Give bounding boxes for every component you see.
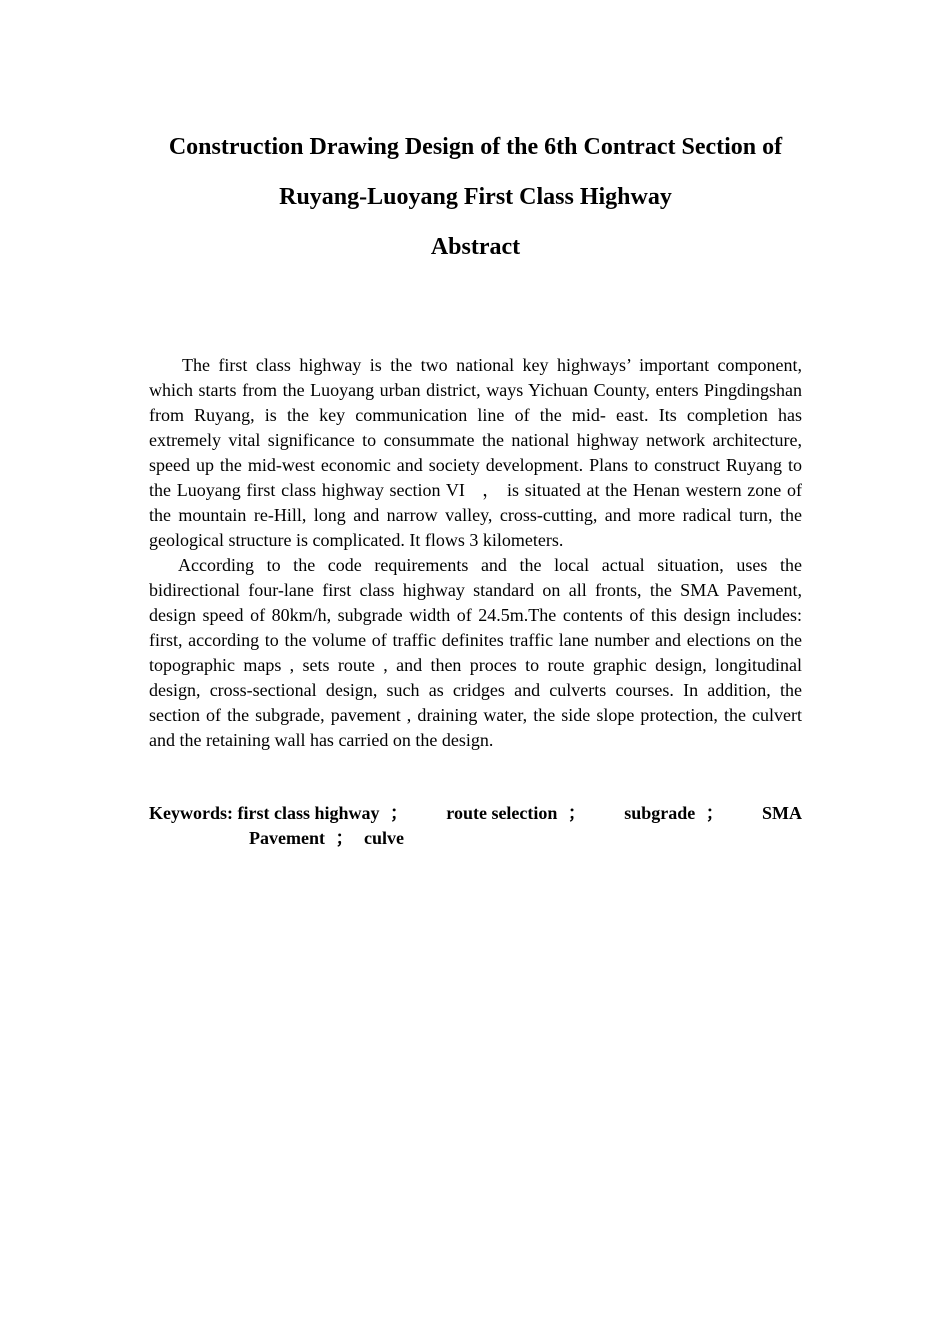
keyword-item: SMA <box>761 803 802 823</box>
abstract-heading: Abstract <box>430 234 521 260</box>
keyword-item: Pavement <box>249 828 325 848</box>
keyword-item: culve <box>363 828 404 848</box>
keyword-group <box>624 801 730 826</box>
keyword-separator: ； <box>335 828 354 848</box>
keyword-separator: ； <box>567 803 586 823</box>
keywords-label: Keywords: <box>149 803 233 823</box>
keyword-item: subgrade <box>624 803 696 823</box>
title-line-1: Construction Drawing Design of the 6th Contract Section of <box>168 134 783 160</box>
keywords-block <box>149 801 802 851</box>
keyword-separator: ； <box>390 803 409 823</box>
abstract-paragraph-2: According to the code requirements and the local actual situation, uses the bidirectional four-lane first class highway standard on all fronts, the SMA Pavement, design speed of 80km/h, subgrade width of 24.5m.The contents of this design includes: first, according to the volume of traffic definites traffic lane number and elections on the topographic maps , sets route , and then proces to route graphic design, longitudinal design, cross-sectional design, such as cridges and culverts courses. In addition, the section of the subgrade, pavement , draining water, the side slope protection, the culvert and the retaining wall has carried on the design. <box>149 555 802 750</box>
keywords-label-group <box>149 801 414 826</box>
keyword-item: first class highway <box>237 803 380 823</box>
title-line-2: Ruyang-Luoyang First Class Highway <box>279 184 672 210</box>
keyword-group <box>446 801 592 826</box>
abstract-paragraph-1: The first class highway is the two national key highways’ important component, which starts from the Luoyang urban district, ways Yichuan County, enters Pingdingshan from Ruyang, is the key communication line of the mid- east. Its completion has extremely vital significance to consummate the national highway network architecture, speed up the mid-west economic and society development. Plans to construct Ruyang to the Luoyang first class highway section VI ， is situated at the Henan western zone of the mountain re-Hill, long and narrow valley, cross-cutting, and more radical turn, the geological structure is complicated. It flows 3 kilometers. <box>149 355 802 550</box>
keyword-separator: ； <box>705 803 724 823</box>
keyword-item: route selection <box>446 803 558 823</box>
keywords-row-1 <box>149 801 802 826</box>
abstract-body <box>149 353 802 753</box>
keywords-row-2 <box>149 826 802 851</box>
